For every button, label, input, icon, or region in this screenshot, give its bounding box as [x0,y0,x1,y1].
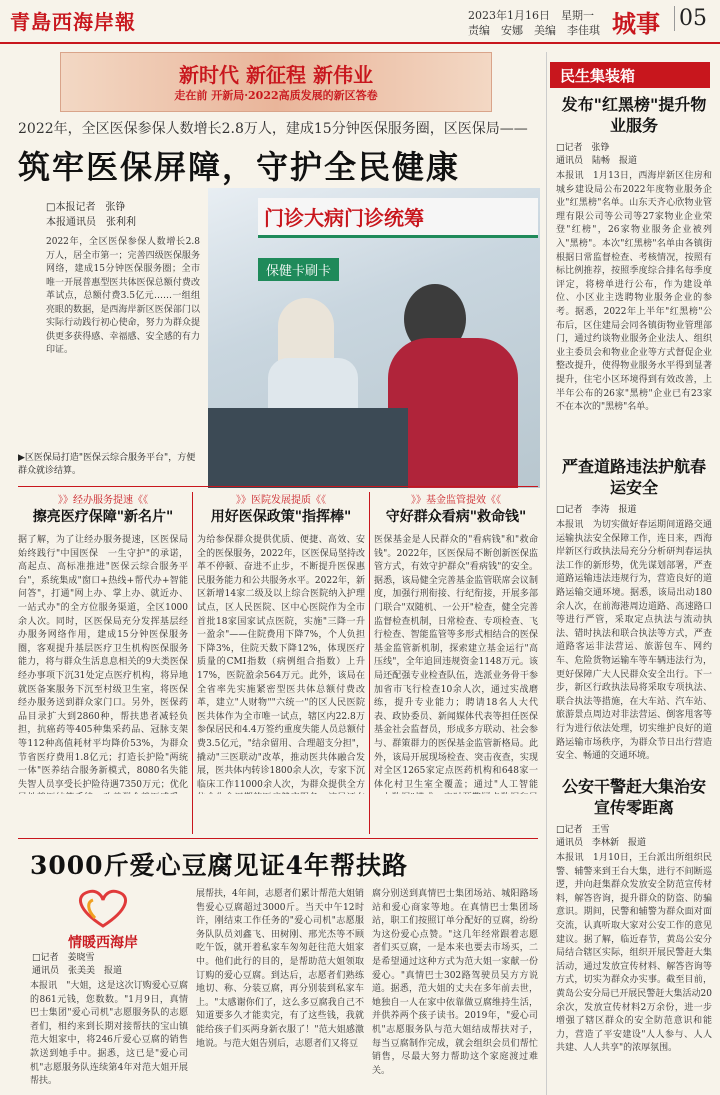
column-kicker: 》》基金监管提效《《 [411,495,501,506]
byline-correspondent: 通讯员 张美美 报道 [32,966,123,976]
column-fund [374,491,538,794]
tofu-byline [32,952,182,978]
column-service [18,491,188,794]
column-kicker: 》》医院发展提质《《 [236,495,326,506]
sidebar-story-body: 本报讯 1月13日，西海岸新区住房和城乡建设局公布2022年度物业服务企业"红黑榜"名单。山东天齐心欣物业管理有限公司等公司等27家物业企业荣登"红榜"，26家物业服务企业被列入"黑榜"。本次"红黑榜"名单由各镇街根据日常监督检查、考核情况，按照有标比例推荐，按照季度综合排名每季度评定，将榜单进行公布，作为建设单位、小区业主选聘物业服务企业的参考。据悉，2022年上半年"红黑榜"公布后，区住建局会同各镇街物业管理部门，通过约谈物业服务企业法人、组织业主委员会和物业企业等方式督促企业整改提升，使得物业服务水平得到显著提升，住宅小区环境得到有效改善，上半年公布的26家"黑榜"企业已有23家不在本次的"黑榜"名单。 [556,171,712,413]
byline-reporter: □记者 李涛 报道 [556,505,637,515]
sidebar-story-body: 本报讯 1月10日，王台派出所组织民警、辅警来到王台大集，进行不间断巡逻，并向赶集群众发放安全防范宣传材料，解答咨询，提升群众的防盗、防骗意识。期间，民警和辅警为群众面对面交流，认真听取大家对公安工作的意见建议。据了解，临近春节，黄岛公安分局结合辖区实际，组织开展民警赶大集活动，通过发放宣传材料、解答咨询等方式，切实为群众办实事。截至目前，黄岛公安分局已开展民警赶大集活动20余次，发放宣传材料2万余份，进一步增强了辖区群众的安全防范意识和能力，营造了平安建设"人人参与、人人共建、人人共享"的浓厚氛围。 [556,853,712,1054]
section-name: 城事 [612,9,660,38]
tofu-col1: 本报讯 "大姐，这是这次订购爱心豆腐的861元钱，您数数。"1月9日，真情巴士集团"爱心司机"志愿服务队的志愿者们，相约来到长期对接帮扶的宝山镇范大姐家中，将246斤爱心豆腐的销售款送到她手中。据悉，这已是"爱心司机"志愿服务队连续第4年对范大姐开展帮扶。 [30,981,188,1087]
sidebar-story-title: 公安干警赶大集治安宣传零距离 [561,777,706,817]
lead-byline [46,200,196,230]
dateline [468,8,600,38]
byline-reporter: □记者 王雪 [556,825,610,835]
sidebar-badge-label: 民生集装箱 [560,67,636,85]
heart-icon [73,888,133,928]
column-body: 医保基金是人民群众的"看病钱"和"救命钱"。2022年，区医保局不断创新医保监管方式，有效守护群众"看病钱"的安全。据悉，该局健全完善基金监管联席会议制度，加强行刑衔接、行纪衔接，开展多部门联合"双随机、一公开"检查，健全完善监督检查机制，日常检查、专项检查、飞行检查、智能监管等多形式相结合的医保基金监管新机制，探索建立基金运行"高压线"，全年追回违规资金1148万元。该局还配强专业检查队伍，选派业务骨干参加省市飞行检查10余人次，通过实战磨练，提升专业能力；聘请18名人大代表、政协委员、新闻媒体代表等担任医保基金社会监督员，形成多方联动、社会参与、群策群力的医保基金监管新格局。此外，该局开展现场检查、突击夜查，实现对全区1265家定点医药机构和648家一体化村卫生室全覆盖；通过"人工智能 [374,535,538,790]
photo-caption: ▶区医保局打造"医保云综合服务平台"，方便群众就诊结算。 [18,453,196,476]
byline-correspondent: 本报通讯员 张利利 [46,217,136,228]
section-divider [18,486,538,487]
column-title: 用好医保政策"指挥棒" [210,509,352,525]
sidebar-story-body: 本报讯 为切实做好春运期间道路交通运输执法安全保障工作，连日来，西海岸新区行政执法局充分分析研判春运执法工作的新形势，优先谋划部署，严查道路运输违法违规行为，营造良好的道路运输交通环境。据悉，该局出动180余人次，在前海港周边道路、高速路口等进行严管，采取定点执法与流动执法、错时执法和联合执法等方式，严查道路客运非法营运、旅游包车、网约车、危险货物运输车等车辆违法行为，更好保障广大人民群众安全出行。下一步，新区行政执法局将采取专项执法、联合执法等措施，在大车站、汽车站、旅游景点周边对非法营运、倒客甩客等行为进行依法处理，切实维护良好的道路运输市场秩序，为群众节日出行营造安全、畅通的交通环境。 [556,520,712,762]
lead-headline: 筑牢医保屏障，守护全民健康 [18,148,461,186]
sidebar-story-police [556,776,712,1092]
column-body: 为给参保群众提供优质、便捷、高效、安全的医保服务，2022年，区医保局坚持改革不停顿、奋进不止步，不断提升医保惠民服务能力和公共服务水平。2022年，新区新增14家二级及以上综合医院纳入护理试点，区人民医院、区中心医院作为全市首批18家国家试点医院，实施"三降一升一盈余"——住院费用下降7%，个人负担下降3%，住院天数下降12%，体现医疗质量的CMI指数（病例组合指数）上升17%，医院盈余564万元。此外，该局在全省率先实施紧密型医共体总额付费改革，建立"人财物""六统一"的区人民医院医共体作为全市唯一试点，辖区内22.8万参保居民和4.4万签约重度失能人员总额付费3.5亿元，"结余留用、合理超支分担"，撬动"三医联动"改革，推动医共体融合发展，医共体内转诊1800余人次，专家下沉临床工作11000余人次，为群众提供全方 [197,535,365,790]
tofu-headline: 3000斤爱心豆腐见证4年帮扶路 [30,851,408,880]
page-number: 05 [674,6,707,31]
lead-kicker: 2022年，全区医保参保人数增长2.8万人，建成15分钟医保服务圈，区医保局—— [18,121,528,137]
logo-text: 情暖西海岸 [68,935,138,951]
sidebar-badge [550,62,710,88]
byline-correspondent: 通讯员 李林新 报道 [556,838,647,848]
banner-subtitle: 走在前 开新局·2022高质发展的新区答卷 [174,89,378,102]
column-title: 守好群众看病"救命钱" [385,509,527,525]
column-body: 据了解，为了让经办服务提速，区医保局始终践行"中国医保 一生守护"的承诺，高起点、高标准推进"医保云综合服务平台"，系统集成"窗口+热线+帮代办+智能问答"，打通"网上办、掌上办、就近办、一站式办"的全方位服务渠道，全区1000余人次。同时，区医保局充分发挥基层经办服务网络作用，建成15分钟医保服务圈，客观提升基层医疗卫生机构医保服务能力，将与群众生活息息相关的9大类医保经办事项下沉31处定点医疗机构，将异地就医备案服务下沉至村级卫生室，将医保经办服务送到群众家门口。另外，医保药品目录扩大到2860种，帮扶患者减轻负担，抗癌药等405种集采药品、冠脉支架等112种高值耗材平均降价53%，为群众节省医疗费用1.8亿元；打造长护险"两统一体"医养结合服务新模式，8080名失能失智人员享受长护险待遇7350万元；优化 [18,535,188,790]
sidebar-story-traffic [556,456,712,773]
sidebar-story-title: 发布"红黑榜"提升物业服务 [561,95,707,135]
theme-banner [60,52,492,112]
byline-correspondent: 通讯员 陆畅 报道 [556,156,638,166]
column-kicker: 》》经办服务提速《《 [58,495,148,506]
banner-title: 新时代 新征程 新伟业 [179,63,373,87]
lead-summary: 2022年，全区医保参保人数增长2.8万人，居全市第一；完善四级医保服务网络，建成15分钟医保服务圈；全市唯一开展普惠型医共体医保总额付费改革试点，总额付费3.5亿元……一组组亮眼的数据，是西海岸新区医保部门以实际行动践行初心使命，努力为群众提供更多获得感、幸福感、安全感的有力印证。 [46,237,200,355]
byline-reporter: □本报记者 张铮 [46,202,126,213]
photo-window-text: 保健卡刷卡 [258,258,339,281]
column-title: 擦亮医疗保障"新名片" [32,509,174,525]
tofu-col2: 展帮扶，4年间，志愿者们累计帮范大姐销售爱心豆腐超过3000斤。当天中午12时许，刚结束工作任务的"爱心司机"志愿服务队队员刘鑫飞、田树刚、邢光杰等不顾吃午饭，就开着私家车匆匆赶往范大姐家中。他们此行的目的，是帮助范大姐领取订购的爱心豆腐。到达后，志愿者们熟练地切、称、分装豆腐，再分别装到私家车上。"太感谢你们了，这么多豆腐我自己不知道要多久才能卖完，有了这些钱，我就能给孩子们买两身新衣服了！"范大姐感激地说。与范大姐告别后，志愿者们又将豆 [196,889,364,1049]
byline-reporter: □记者 姜晓雪 [32,953,95,963]
column-hospital [197,491,365,794]
byline-reporter: □记者 张铮 [556,143,610,153]
issue-date: 2023年1月16日 星期一 [468,9,594,22]
sidebar-story-property [556,94,712,438]
lead-photo [208,188,540,488]
newspaper-brand: 青島西海岸報 [10,10,136,34]
editor-credits: 责编 安娜 美编 李佳琪 [468,24,600,37]
sidebar-story-title: 严查道路违法护航春运安全 [561,457,706,497]
tofu-col3: 腐分别送到真情巴士集团场站、城阳路场站和爱心商家等地。在真情巴士集团场站，职工们按照订单分配好的豆腐，纷纷为这份爱心点赞。"这几年经常跟着志愿者们买豆腐，一是本来也要去市场买，二是希望通过这种方式为范大姐一家献一份爱心。"真情巴士302路驾驶员吴方方说道。据悉，范大姐的丈夫在多年前去世，她独自一人在家中依靠做豆腐维持生活，并供养两个孩子读书。2019年，"爱心司机"志愿服务队与范大姐结成帮扶对子，每当豆腐制作完成，就会组织会员们帮忙销售，尽最大努力帮助这个家庭渡过难关。 [372,889,538,1076]
photo-sign-text: 门诊大病门诊统筹 [264,206,424,230]
